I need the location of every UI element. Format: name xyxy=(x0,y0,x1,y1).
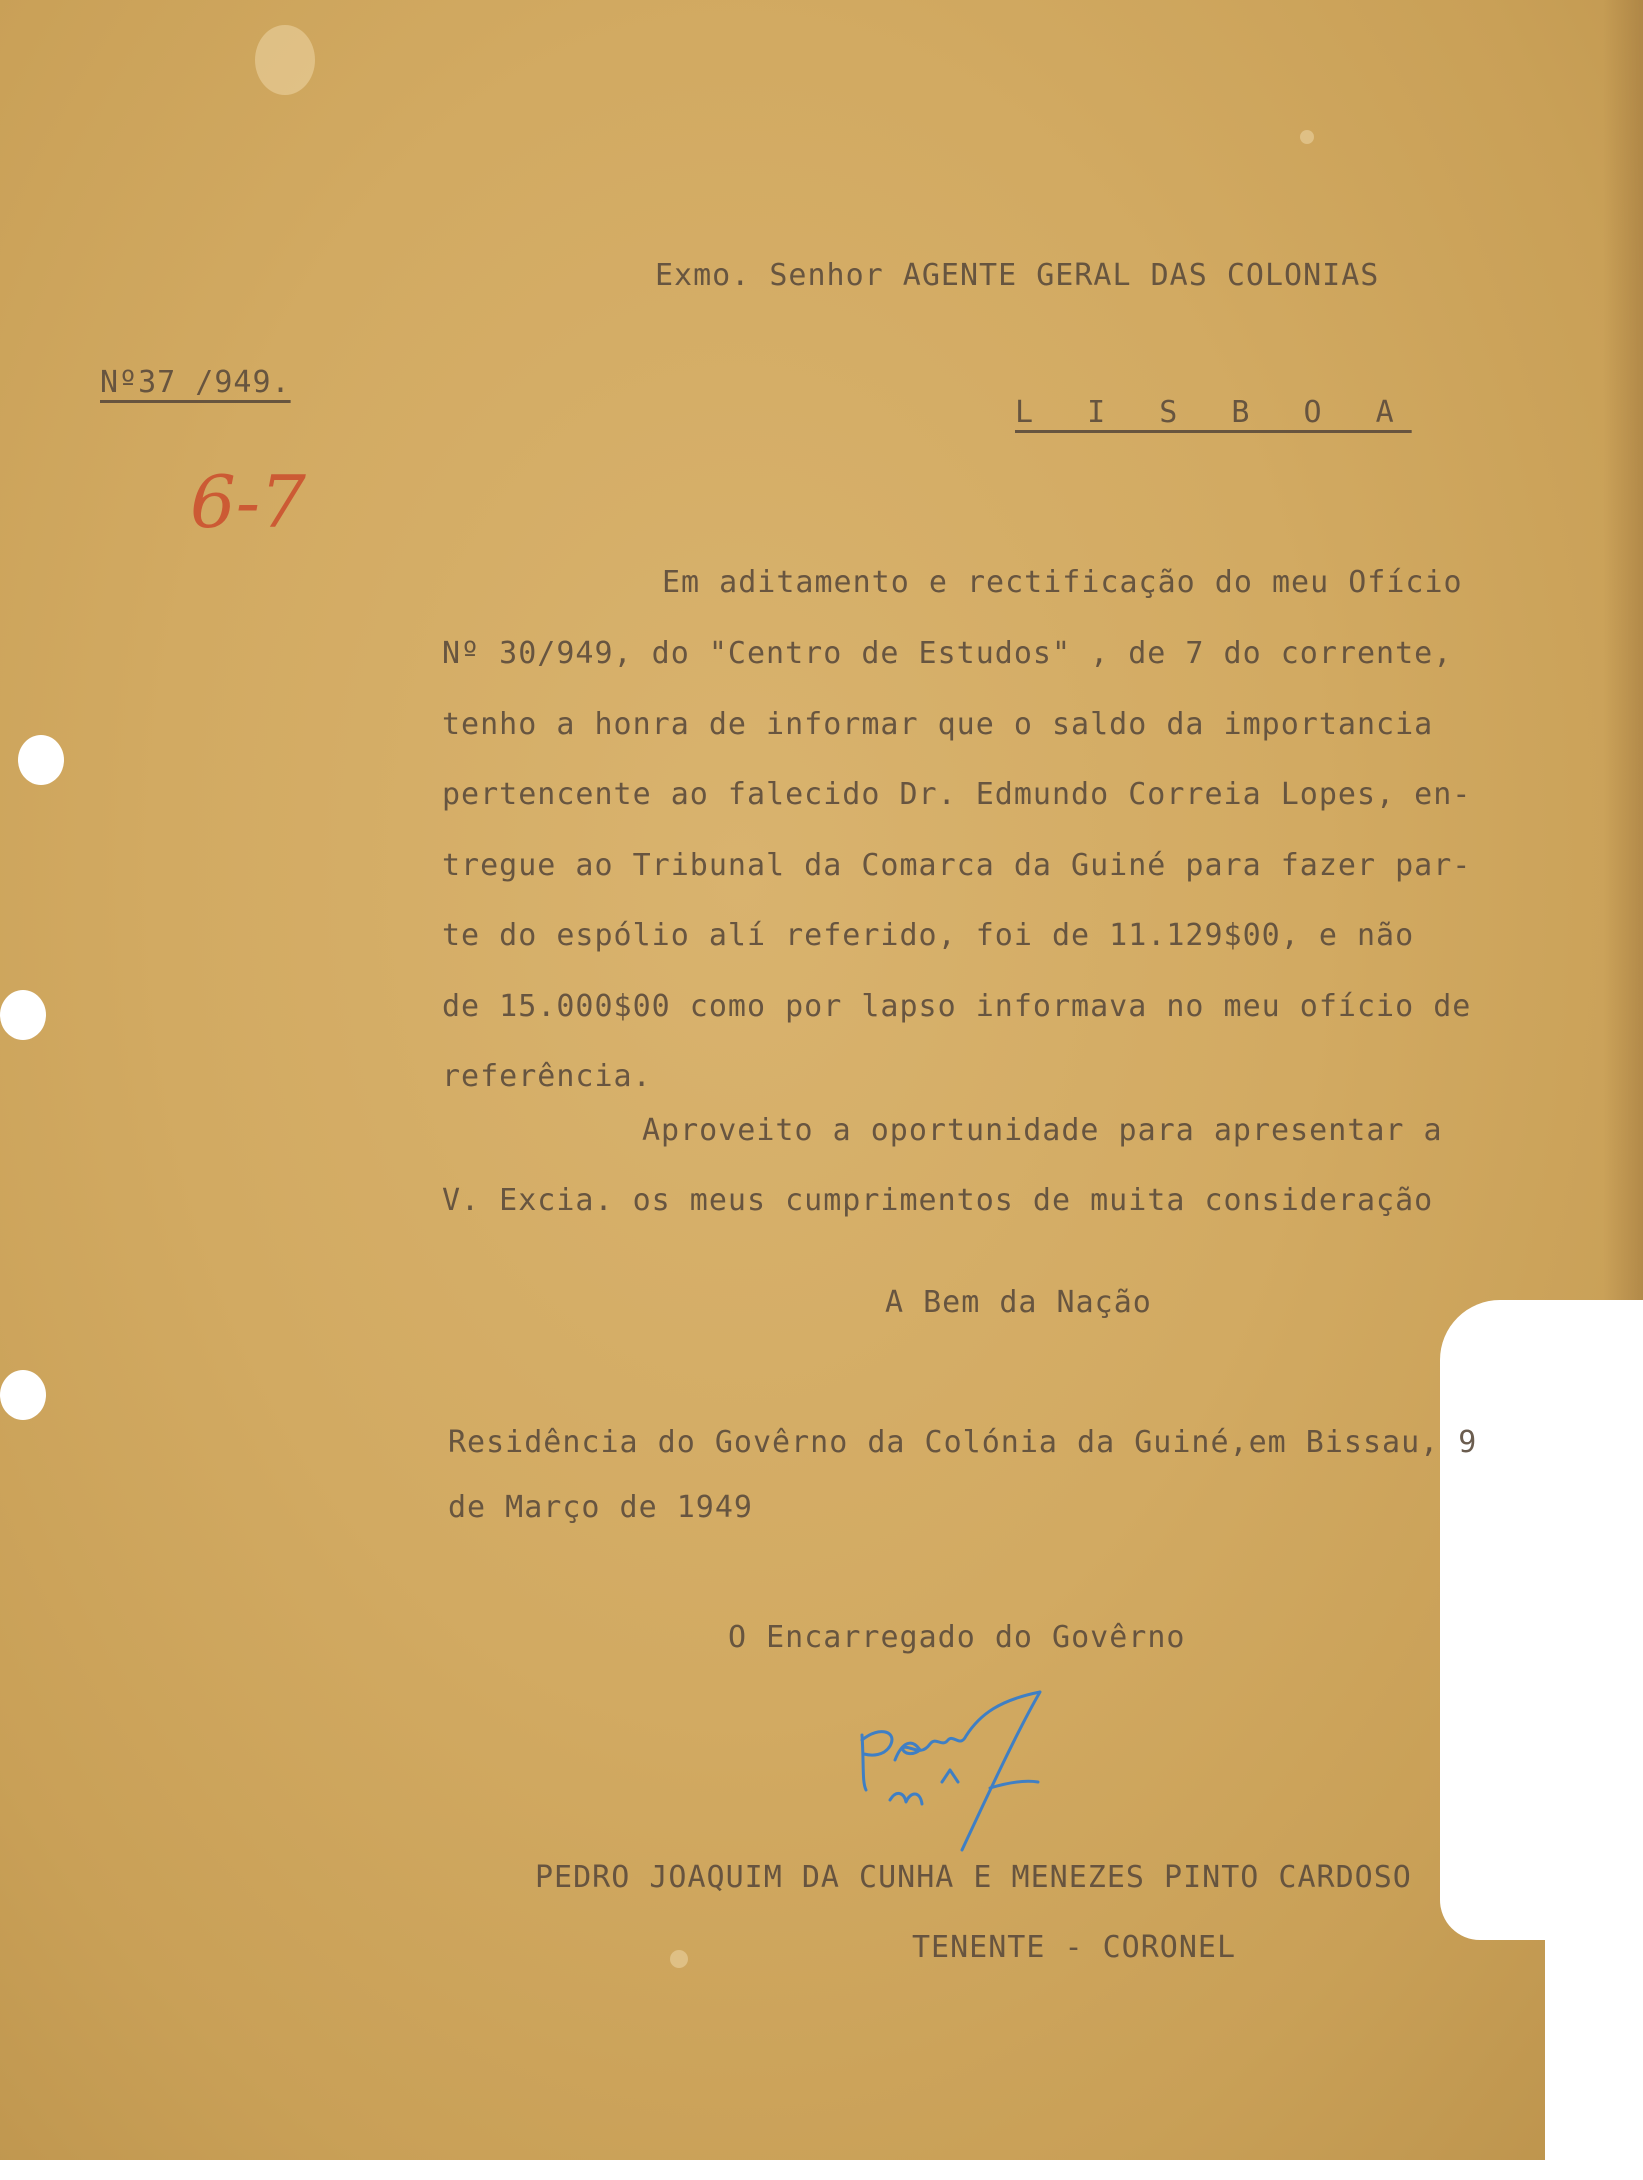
signatory-rank: TENENTE - CORONEL xyxy=(912,1930,1237,1965)
page-bottom-margin xyxy=(0,2160,1643,2180)
torn-edge xyxy=(1440,1300,1643,1940)
body-line: Nº 30/949, do "Centro de Estudos" , de 7 do corrente, xyxy=(442,636,1453,671)
salutation: A Bem da Nação xyxy=(885,1285,1152,1320)
place-date-line: Residência do Govêrno da Colónia da Guiné,em Bissau, 9 xyxy=(448,1425,1478,1460)
body-line: Aproveito a oportunidade para apresentar a xyxy=(642,1113,1443,1148)
city-heading: L I S B O A xyxy=(1015,395,1412,430)
body-line: referência. xyxy=(442,1059,652,1094)
body-line: V. Excia. os meus cumprimentos de muita consideração xyxy=(442,1183,1434,1218)
body-line: pertencente ao falecido Dr. Edmundo Correia Lopes, en- xyxy=(442,777,1472,812)
signature-icon xyxy=(850,1670,1130,1860)
paper-spot xyxy=(255,25,315,95)
punch-hole xyxy=(0,1370,46,1420)
red-pencil-note: 6-7 xyxy=(190,460,306,544)
punch-hole xyxy=(0,990,46,1040)
body-line: te do espólio alí referido, foi de 11.129$00, e não xyxy=(442,918,1415,953)
signatory-name: PEDRO JOAQUIM DA CUNHA E MENEZES PINTO CARDOSO xyxy=(535,1860,1412,1895)
reference-number: Nº37 /949. xyxy=(100,365,291,400)
punch-hole xyxy=(18,735,64,785)
paper-spot xyxy=(670,1950,688,1968)
body-line: de 15.000$00 como por lapso informava no meu ofício de xyxy=(442,989,1472,1024)
body-line: tregue ao Tribunal da Comarca da Guiné para fazer par- xyxy=(442,848,1472,883)
place-date-line: de Março de 1949 xyxy=(448,1490,753,1525)
body-line: tenho a honra de informar que o saldo da importancia xyxy=(442,707,1434,742)
signatory-role: O Encarregado do Govêrno xyxy=(728,1620,1186,1655)
paper-spot xyxy=(1300,130,1314,144)
torn-edge xyxy=(1545,1930,1643,2180)
body-line: Em aditamento e rectificação do meu Ofício xyxy=(662,565,1463,600)
addressee-line: Exmo. Senhor AGENTE GERAL DAS COLONIAS xyxy=(655,258,1380,293)
